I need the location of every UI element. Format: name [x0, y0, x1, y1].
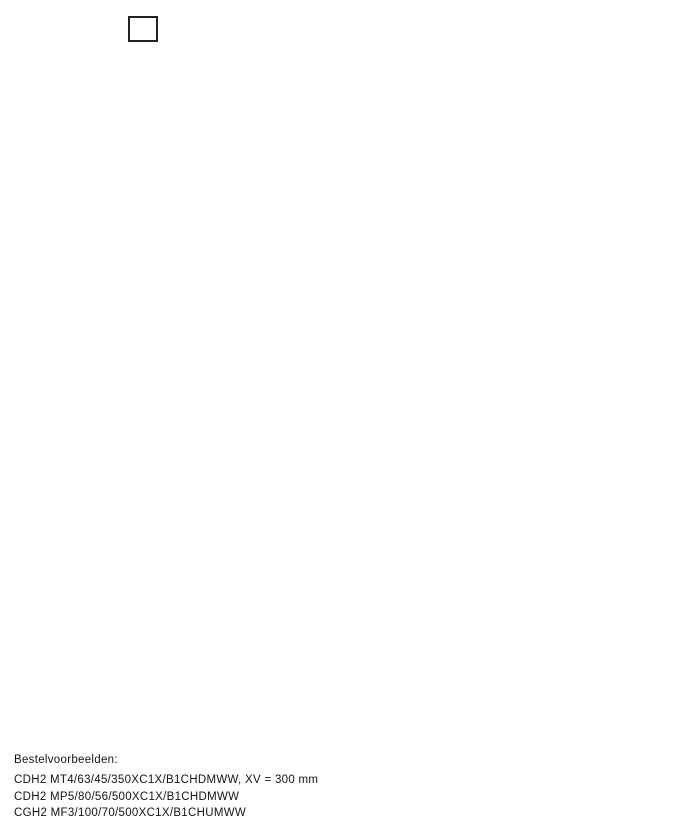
order-example-3: CGH2 MF3/100/70/500XC1X/B1CHUMWW [14, 807, 247, 819]
order-example-1: CDH2 MT4/63/45/350XC1X/B1CHDMWW, XV = 300 mm [14, 774, 319, 786]
order-example-2: CDH2 MP5/80/56/500XC1X/B1CHDMWW [14, 790, 240, 803]
order-examples [14, 754, 318, 822]
order-examples-title: Bestelvoorbeelden: [14, 754, 118, 766]
code-cell-1 [128, 16, 158, 42]
